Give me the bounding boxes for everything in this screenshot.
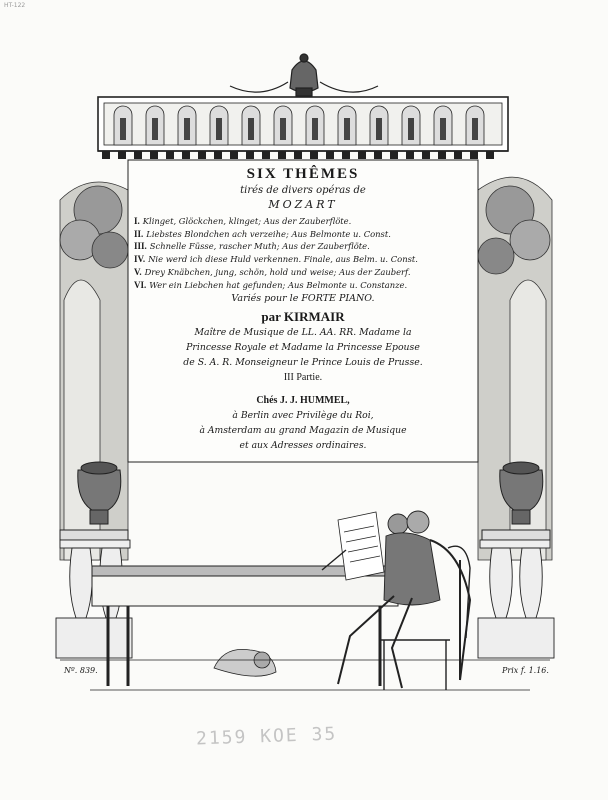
theme-list [134, 215, 478, 291]
partie-label: III Partie. [283, 372, 323, 384]
theme-item: V. Drey Knäbchen, jung, schön, hold und weise; Aus der Zauberf. [134, 266, 411, 277]
arranger-title-2: Princesse Royale et Madame la Princesse Epouse [186, 342, 420, 354]
theme-item: I. Klinget, Glöckchen, klinget; Aus der Zauberflöte. [134, 216, 352, 226]
varies-line: Variés pour le FORTE PIANO. [231, 293, 375, 305]
subtitle: tirés de divers opéras de [240, 185, 366, 196]
title-panel [128, 162, 478, 462]
plate-number: Nº. 839. [64, 666, 98, 675]
page-title: SIX THÊMES [246, 166, 360, 182]
arranger-line: par KIRMAIR [261, 309, 345, 325]
theme-item: IV. Nie werd ich diese Huld verkennen. Finale, aus Belm. u. Const. [134, 254, 418, 265]
theme-item: VI. Wer ein Liebchen hat gefunden; Aus Belmonte u. Constanze. [134, 279, 408, 290]
ground-line [60, 660, 550, 690]
publisher-block [128, 393, 478, 453]
publisher-line: à Amsterdam au grand Magazin de Musique [199, 425, 407, 437]
composer-name: MOZART [268, 198, 338, 211]
urn-ornament [230, 54, 378, 96]
corner-mark: HT-122 [4, 2, 26, 9]
dog [214, 649, 276, 676]
publisher-line: à Berlin avec Privilège du Roi, [232, 410, 374, 422]
shelfmark-stamp: 2159 KOE 35 [195, 723, 338, 750]
theme-item: II. Liebstes Blondchen ach verzeihe; Aus Belmonte u. Const. [134, 228, 391, 239]
arranger-title-1: Maître de Musique de LL. AA. RR. Madame la [194, 327, 412, 339]
publisher-line: et aux Adresses ordinaires. [239, 440, 367, 452]
theme-item: III. Schnelle Füsse, rascher Muth; Aus der Zauberflöte. [134, 241, 370, 252]
price-label: Prix f. 1.16. [502, 666, 549, 675]
frieze [98, 97, 508, 159]
arranger-title-3: de S. A. R. Monseigneur le Prince Louis de Prusse. [183, 357, 423, 369]
publisher-line: Chés J. J. HUMMEL, [256, 395, 350, 407]
